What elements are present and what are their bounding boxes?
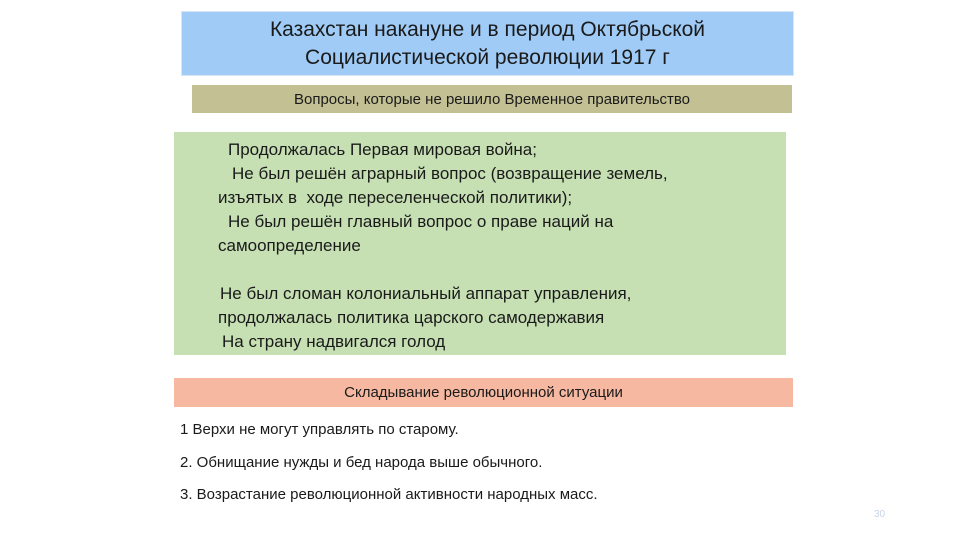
problem-line: Не был решён главный вопрос о праве наций на xyxy=(228,212,614,231)
problem-line: На страну надвигался голод xyxy=(222,332,446,351)
condition-item: 2. Обнищание нужды и бед народа выше обычного. xyxy=(180,454,543,471)
problems-box xyxy=(174,132,786,355)
page-number: 30 xyxy=(874,509,886,520)
title-line-2: Социалистической революции 1917 г xyxy=(305,45,670,69)
problem-line: Не был сломан колониальный аппарат управления, xyxy=(220,284,632,303)
problem-line: самоопределение xyxy=(218,236,361,255)
problem-line: изъятых в ходе переселенческой политики); xyxy=(218,188,573,207)
problem-line: продолжалась политика царского самодержавия xyxy=(218,308,605,327)
title-line-1: Казахстан накануне и в период Октябрьской xyxy=(269,17,706,41)
subtitle-banner xyxy=(192,85,792,113)
situation-banner xyxy=(174,378,793,407)
situation-header: Складывание революционной ситуации xyxy=(344,384,623,401)
slide-title xyxy=(181,11,794,76)
condition-item: 3. Возрастание революционной активности народных масс. xyxy=(180,486,598,503)
problem-line: Не был решён аграрный вопрос (возвращение земель, xyxy=(232,164,668,183)
subtitle-text: Вопросы, которые не решило Временное правительство xyxy=(293,90,691,108)
condition-item: 1 Верхи не могут управлять по старому. xyxy=(180,421,459,438)
problem-line: Продолжалась Первая мировая война; xyxy=(228,140,537,159)
